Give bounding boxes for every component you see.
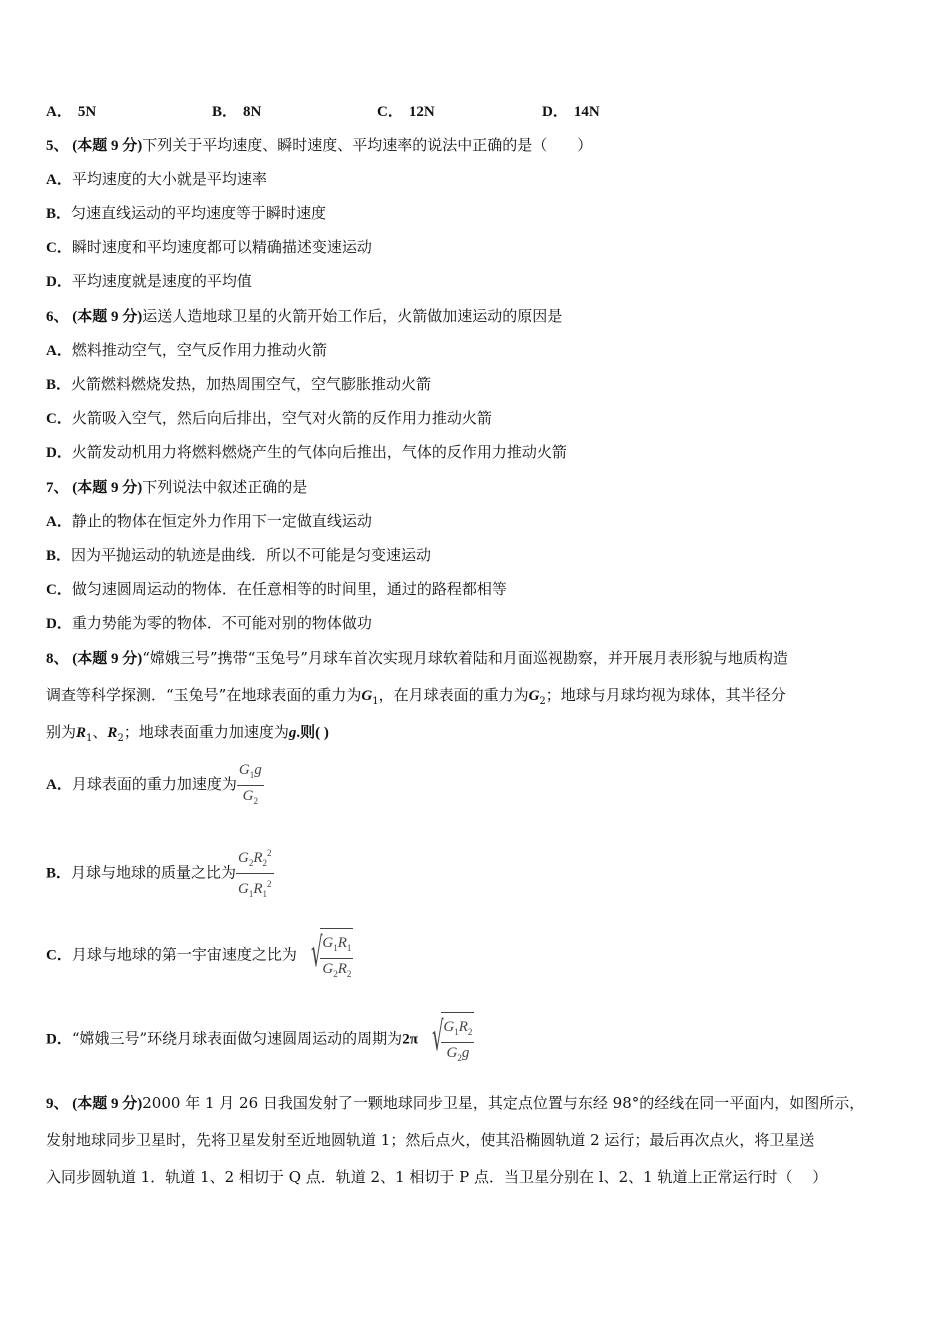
q8-option-b	[46, 844, 274, 903]
q9-stem-line2	[46, 1130, 814, 1150]
separator: 、	[92, 723, 108, 741]
option-text: 火箭燃料燃烧发热，加热周围空气，空气膨胀推动火箭	[71, 375, 432, 393]
q8-stem-line2	[46, 685, 786, 712]
option-text: 火箭发动机用力将燃料燃烧产生的气体向后推出，气体的反作用力推动火箭	[71, 443, 567, 461]
q4-option-c	[377, 101, 441, 122]
option-text: 火箭吸入空气，然后向后排出，空气对火箭的反作用力推动火箭	[71, 409, 492, 427]
option-text: 因为平抛运动的轨迹是曲线．所以不可能是匀变速运动	[71, 546, 432, 564]
q6-option-c	[46, 408, 492, 429]
question-text: 别为	[46, 723, 77, 741]
option-label: B．	[46, 206, 72, 222]
symbol-r2: R	[107, 725, 118, 741]
radical-icon: √	[310, 930, 323, 976]
q7-option-c	[46, 579, 507, 600]
option-label: B．	[212, 104, 238, 120]
formula-c: √ $\frac{G_1R_1}{G_2R_2}$	[297, 928, 354, 983]
question-text: .则( )	[296, 725, 329, 741]
question-text: 调查等科学探测．“玉兔号”在地球表面的重力为	[46, 686, 362, 704]
option-label: A．	[46, 514, 72, 530]
symbol-r1: R	[76, 725, 87, 741]
option-text: 12N	[408, 104, 435, 120]
q9-stem-line1	[46, 1093, 864, 1114]
q8-option-a	[46, 760, 264, 810]
question-text: 2000 年 1 月 26 日我国发射了一颗地球同步卫星，其定点位置与东经 98°的经线在同一平面内，如图所示，	[142, 1094, 865, 1112]
option-label: C．	[377, 104, 403, 120]
option-text: 5N	[77, 104, 97, 120]
question-number: 8、 (本题 9 分)	[46, 651, 143, 667]
option-label: A．	[46, 777, 72, 793]
option-text: 月球与地球的质量之比为	[71, 863, 237, 882]
q9-stem-line3	[46, 1167, 827, 1187]
option-label: D．	[46, 1031, 72, 1048]
option-label: A．	[46, 104, 72, 120]
q6-stem	[46, 306, 562, 327]
option-label: A．	[46, 343, 72, 359]
q4-option-d	[542, 101, 606, 122]
q5-option-b	[46, 203, 326, 224]
option-label: B．	[46, 548, 72, 564]
subscript: 1	[86, 733, 93, 744]
option-label: D．	[46, 445, 72, 461]
subscript: 2	[117, 733, 124, 744]
symbol-g2: G	[528, 688, 540, 704]
q7-option-d	[46, 613, 372, 634]
q7-option-a	[46, 511, 372, 532]
option-text: 匀速直线运动的平均速度等于瞬时速度	[71, 204, 327, 222]
radical-icon: √	[431, 1014, 444, 1060]
q4-option-b	[212, 101, 267, 122]
option-label: C．	[46, 582, 72, 598]
q4-option-a	[46, 101, 102, 122]
option-text: 月球与地球的第一宇宙速度之比为	[71, 945, 297, 964]
q5-option-a	[46, 169, 267, 190]
question-text: 下列说法中叙述正确的是	[142, 478, 308, 496]
q5-stem	[46, 135, 592, 156]
symbol-g1: G	[361, 688, 373, 704]
option-text: 重力势能为零的物体．不可能对别的物体做功	[71, 614, 372, 632]
question-number: 7、 (本题 9 分)	[46, 480, 143, 496]
q8-stem-line1	[46, 648, 788, 669]
option-text: 做匀速圆周运动的物体．在任意相等的时间里，通过的路程都相等	[71, 580, 507, 598]
q7-stem	[46, 477, 307, 498]
question-text: 入同步圆轨道 1．轨道 1、2 相切于 Q 点．轨道 2、1 相切于 P 点．当卫星分别在 l、2、1 轨道上正常运行时（ ）	[46, 1168, 828, 1186]
option-text: 平均速度的大小就是平均速率	[71, 170, 267, 188]
question-text: ，在月球表面的重力为	[378, 686, 529, 704]
question-text: 下列关于平均速度、瞬时速度、平均速率的说法中正确的是（ ）	[142, 136, 593, 154]
q6-option-b	[46, 374, 431, 395]
option-text: 8N	[243, 104, 262, 120]
q8-stem-line3	[46, 722, 329, 749]
option-text: 月球表面的重力加速度为	[71, 775, 237, 793]
symbol-g: g	[288, 725, 297, 741]
question-number: 6、 (本题 9 分)	[46, 309, 143, 325]
q6-option-d	[46, 442, 567, 463]
option-label: C．	[46, 947, 72, 964]
question-text: “嫦娥三号”携带“玉兔号”月球车首次实现月球软着陆和月面巡视勘察，并开展月表形貌与地质构造	[142, 649, 788, 667]
q5-option-d	[46, 271, 252, 292]
option-text: “嫦娥三号”环绕月球表面做匀速圆周运动的周期为	[71, 1029, 403, 1048]
question-text: ；地球与月球均视为球体，其半径分	[545, 686, 786, 704]
option-text: 燃料推动空气，空气反作用力推动火箭	[71, 341, 327, 359]
option-label: A．	[46, 172, 72, 188]
q6-option-a	[46, 340, 327, 361]
question-text: 发射地球同步卫星时，先将卫星发射至近地圆轨道 1；然后点火，使其沿椭圆轨道 2 运行；最后再次点火，将卫星送	[46, 1131, 815, 1149]
option-label: D．	[46, 616, 72, 632]
option-text: 瞬时速度和平均速度都可以精确描述变速运动	[71, 238, 372, 256]
question-text: ；地球表面重力加速度为	[123, 723, 289, 741]
q5-option-c	[46, 237, 372, 258]
option-label: B．	[46, 865, 72, 882]
two-pi: 2π	[402, 1031, 418, 1048]
subscript: 1	[372, 696, 379, 707]
question-text: 运送人造地球卫星的火箭开始工作后，火箭做加速运动的原因是	[142, 307, 563, 325]
question-number: 9、 (本题 9 分)	[46, 1096, 143, 1112]
option-label: B．	[46, 377, 72, 393]
q8-option-c	[46, 928, 353, 983]
q7-option-b	[46, 545, 431, 566]
option-text: 静止的物体在恒定外力作用下一定做直线运动	[71, 512, 372, 530]
subscript: 2	[539, 696, 546, 707]
question-number: 5、 (本题 9 分)	[46, 138, 143, 154]
formula-a: $\frac{G_1g}{G_2}$	[238, 761, 262, 806]
option-label: D．	[542, 104, 568, 120]
option-label: D．	[46, 274, 72, 290]
option-text: 14N	[573, 104, 600, 120]
option-text: 平均速度就是速度的平均值	[71, 272, 252, 290]
option-label: C．	[46, 240, 72, 256]
formula-d: √ $\frac{G_1R_2}{G_2g}$	[418, 1012, 475, 1067]
formula-b: $\frac{G_2R_2^2}{G_1R_1^2}$	[236, 844, 274, 903]
option-label: C．	[46, 411, 72, 427]
q8-option-d	[46, 1012, 474, 1067]
